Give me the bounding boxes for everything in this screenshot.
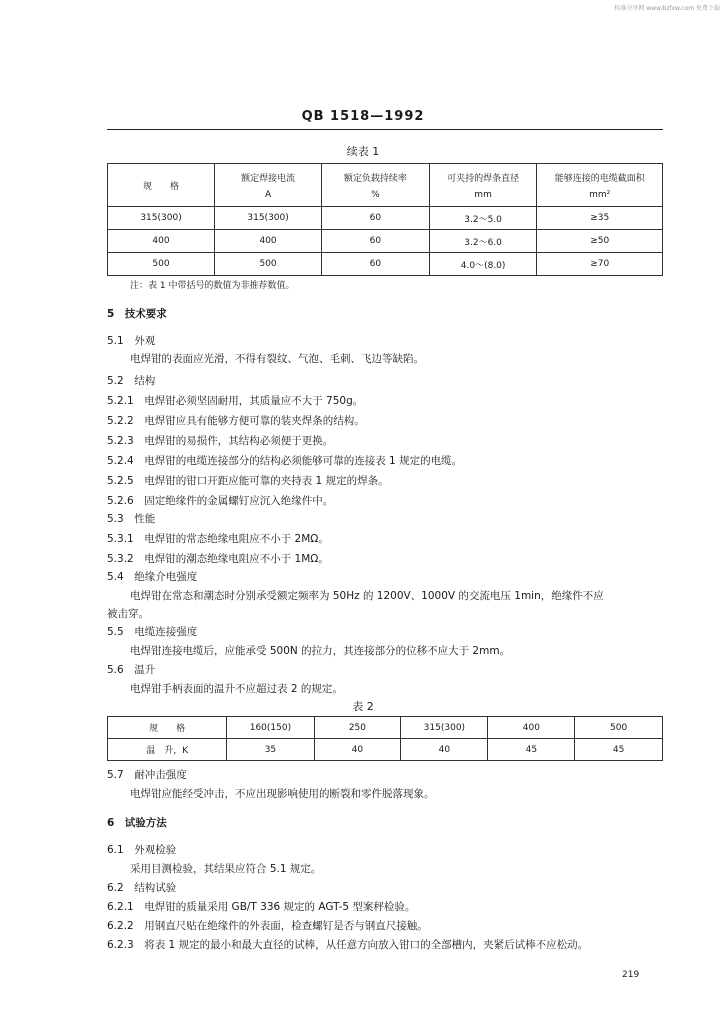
table-cell: 315(300) <box>215 207 322 230</box>
table-row <box>108 717 663 739</box>
clause-6-2-2: 6.2.2 用钢直尺贴在绝缘件的外表面，检查螺钉是否与钢直尺接触。 <box>107 920 428 932</box>
clause-6-1: 6.1 外观检验 <box>107 844 177 856</box>
table1-note: 注：表 1 中带括号的数值为非推荐数值。 <box>130 281 295 291</box>
clause-5-4-text-1: 电焊钳在常态和潮态时分别承受额定频率为 50Hz 的 1200V、1000V 的交流电压 1min，绝缘件不应 <box>130 590 604 602</box>
table-cell: 45 <box>488 739 575 761</box>
header-label: 额定负载持续率 <box>343 173 407 184</box>
clause-5-3: 5.3 性能 <box>107 513 156 525</box>
table-cell: 3.2～6.0 <box>429 230 537 253</box>
header-unit: mm <box>474 189 492 200</box>
header-cell <box>322 164 430 207</box>
header-cell <box>215 164 322 207</box>
table-header-row <box>108 164 663 207</box>
table-cell: ≥70 <box>537 253 663 276</box>
header-label: 额定焊接电流 <box>241 173 296 184</box>
clause-5-5-text: 电焊钳连接电缆后，应能承受 500N 的拉力，其连接部分的位移不应大于 2mm。 <box>130 645 511 657</box>
table-cell: 40 <box>401 739 488 761</box>
section-5-title: 5 技术要求 <box>107 308 167 320</box>
table-cell: 315(300) <box>401 717 488 739</box>
table-cell: 400 <box>215 230 322 253</box>
table-cell: 60 <box>322 207 430 230</box>
header-unit: mm² <box>589 189 611 200</box>
clause-6-2-1: 6.2.1 电焊钳的质量采用 GB/T 336 规定的 AGT-5 型案秤检验。 <box>107 901 416 913</box>
table2-caption: 表 2 <box>352 700 374 713</box>
header-label: 可夹持的焊条直径 <box>447 173 520 184</box>
header-label: 规 格 <box>143 181 180 192</box>
standard-header: QB 1518—1992 <box>301 109 425 124</box>
header-label: 能够连接的电缆截面积 <box>554 173 645 184</box>
header-rule <box>107 129 663 130</box>
section-6-title: 6 试验方法 <box>107 817 167 829</box>
clause-5-5: 5.5 电缆连接强度 <box>107 626 198 638</box>
header-cell <box>429 164 537 207</box>
table-cell: ≥35 <box>537 207 663 230</box>
table-cell: ≥50 <box>537 230 663 253</box>
header-unit: A <box>264 189 272 200</box>
table-cell: 4.0～(8.0) <box>429 253 537 276</box>
header-cell <box>537 164 663 207</box>
watermark: 标准分享网 www.bzfxw.com 免费下载 <box>614 5 720 12</box>
table-row <box>108 253 663 276</box>
table-cell: 500 <box>575 717 663 739</box>
table-cell: 60 <box>322 253 430 276</box>
clause-5-1-text: 电焊钳的表面应光滑，不得有裂纹、气泡、毛刺、飞边等缺陷。 <box>130 353 424 365</box>
table-cell: 60 <box>322 230 430 253</box>
clause-6-2: 6.2 结构试验 <box>107 882 177 894</box>
table-cell: 160(150) <box>227 717 314 739</box>
clause-5-2-5: 5.2.5 电焊钳的钳口开距应能可靠的夹持表 1 规定的焊条。 <box>107 475 389 487</box>
clause-5-7: 5.7 耐冲击强度 <box>107 769 187 781</box>
table-cell: 温 升，K <box>108 739 227 761</box>
clause-5-2-2: 5.2.2 电焊钳应具有能够方便可靠的装夹焊条的结构。 <box>107 415 365 427</box>
table-1 <box>107 163 663 276</box>
table-cell: 规 格 <box>108 717 227 739</box>
clause-5-4-text-2: 被击穿。 <box>107 608 149 620</box>
header-cell <box>108 164 215 207</box>
table-2 <box>107 716 663 761</box>
clause-5-6-text: 电焊钳手柄表面的温升不应超过表 2 的规定。 <box>130 683 343 695</box>
clause-5-2-6: 5.2.6 固定绝缘件的金属螺钉应沉入绝缘件中。 <box>107 495 334 507</box>
table-row <box>108 230 663 253</box>
clause-5-3-1: 5.3.1 电焊钳的常态绝缘电阻应不小于 2MΩ。 <box>107 533 329 545</box>
header-unit: % <box>371 189 380 200</box>
clause-5-1: 5.1 外观 <box>107 335 156 347</box>
table-cell: 35 <box>227 739 314 761</box>
clause-6-1-text: 采用目测检验，其结果应符合 5.1 规定。 <box>130 863 322 875</box>
clause-5-2-3: 5.2.3 电焊钳的易损件，其结构必须便于更换。 <box>107 435 334 447</box>
table-cell: 45 <box>575 739 663 761</box>
clause-6-2-3: 6.2.3 将表 1 规定的最小和最大直径的试棒，从任意方向放入钳口的全部槽内，夹紧后试棒不应松动。 <box>107 939 589 951</box>
table-cell: 315(300) <box>108 207 215 230</box>
table-row <box>108 739 663 761</box>
clause-5-2: 5.2 结构 <box>107 375 156 387</box>
table-cell: 400 <box>108 230 215 253</box>
page-number: 219 <box>622 970 640 980</box>
table1-caption: 续表 1 <box>346 145 380 158</box>
clause-5-7-text: 电焊钳应能经受冲击，不应出现影响使用的断裂和零件脱落现象。 <box>130 788 435 800</box>
table-cell: 40 <box>314 739 401 761</box>
table-cell: 500 <box>108 253 215 276</box>
clause-5-2-4: 5.2.4 电焊钳的电缆连接部分的结构必须能够可靠的连接表 1 规定的电缆。 <box>107 455 463 467</box>
table-cell: 400 <box>488 717 575 739</box>
table-row <box>108 207 663 230</box>
table-cell: 500 <box>215 253 322 276</box>
table-cell: 250 <box>314 717 401 739</box>
clause-5-3-2: 5.3.2 电焊钳的潮态绝缘电阻应不小于 1MΩ。 <box>107 553 329 565</box>
clause-5-6: 5.6 温升 <box>107 664 156 676</box>
table-cell: 3.2～5.0 <box>429 207 537 230</box>
clause-5-4: 5.4 绝缘介电强度 <box>107 571 198 583</box>
clause-5-2-1: 5.2.1 电焊钳必须坚固耐用，其质量应不大于 750g。 <box>107 395 364 407</box>
